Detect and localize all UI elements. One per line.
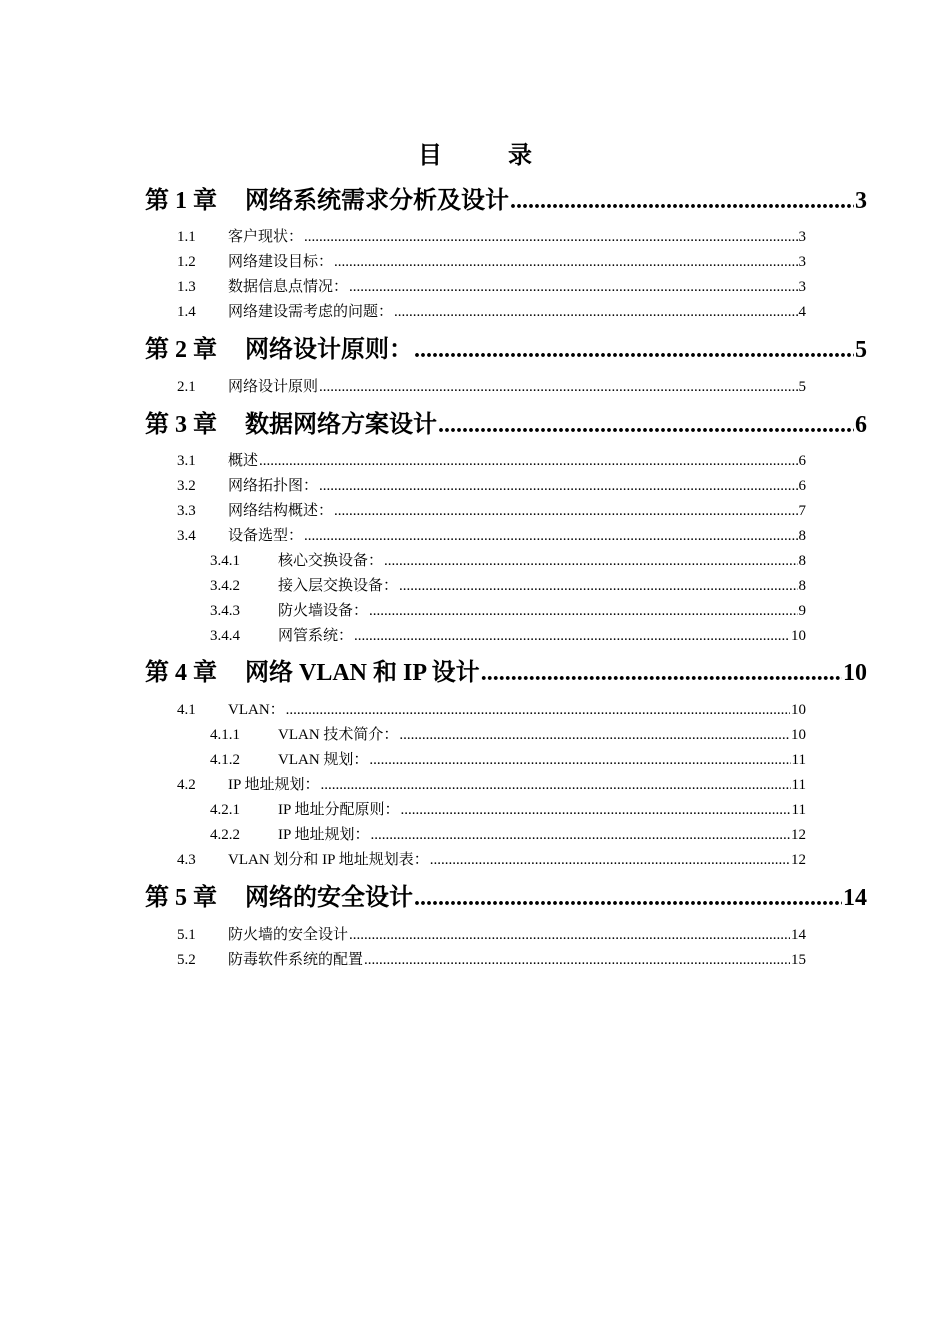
toc-entry-number: 4.2 <box>177 777 196 793</box>
toc-entry-title: 网络建设目标： <box>228 254 334 270</box>
toc-leader-dots <box>259 451 797 471</box>
toc-entry-number: 1.2 <box>177 254 196 270</box>
toc-leader-dots <box>369 601 797 621</box>
toc-entry[interactable] <box>210 626 806 646</box>
toc-entry-number: 3.2 <box>177 478 196 494</box>
toc-leader-dots <box>414 335 854 365</box>
toc-entry[interactable] <box>145 335 867 365</box>
toc-entry-page: 11 <box>791 802 806 818</box>
toc-entry-number: 5.1 <box>177 927 196 943</box>
toc-entry-page: 3 <box>855 188 867 214</box>
toc-entry-page: 3 <box>798 254 806 270</box>
toc-leader-dots <box>349 277 797 297</box>
toc-entry-page: 5 <box>855 337 867 363</box>
toc-leader-dots <box>401 800 791 820</box>
toc-entry[interactable] <box>145 410 867 440</box>
toc-entry[interactable] <box>210 825 806 845</box>
toc-leader-dots <box>349 925 790 945</box>
toc-leader-dots <box>394 302 797 322</box>
toc-entry-page: 12 <box>791 852 806 868</box>
toc-entry[interactable] <box>177 775 806 795</box>
toc-title: 目 录 <box>418 143 562 169</box>
toc-entry-number: 3.4.1 <box>210 553 240 569</box>
toc-entry[interactable] <box>145 186 867 216</box>
toc-leader-dots <box>334 501 797 521</box>
toc-entry-number: 3.4.2 <box>210 578 240 594</box>
toc-entry-page: 11 <box>791 752 806 768</box>
toc-leader-dots <box>319 377 797 397</box>
toc-entry-page: 8 <box>798 578 806 594</box>
toc-entry-number: 4.1 <box>177 702 196 718</box>
toc-entry-title: IP 地址分配原则： <box>278 802 400 818</box>
toc-entry[interactable] <box>177 377 806 397</box>
toc-leader-dots <box>304 526 797 546</box>
toc-entry-title: 网络的安全设计 <box>245 885 413 911</box>
toc-entry[interactable] <box>177 700 806 720</box>
toc-entry-number: 4.2.1 <box>210 802 240 818</box>
toc-entry-number: 3.3 <box>177 503 196 519</box>
toc-entry-page: 10 <box>791 628 806 644</box>
toc-entry-title: 数据网络方案设计 <box>245 412 437 438</box>
toc-entry-number: 第 4 章 <box>145 660 217 686</box>
toc-leader-dots <box>286 700 790 720</box>
toc-entry[interactable] <box>177 277 806 297</box>
toc-entry[interactable] <box>177 501 806 521</box>
toc-entry-page: 7 <box>798 503 806 519</box>
toc-entry[interactable] <box>177 950 806 970</box>
toc-entry-page: 6 <box>855 412 867 438</box>
toc-leader-dots <box>304 227 797 247</box>
toc-entry[interactable] <box>177 526 806 546</box>
toc-entry[interactable] <box>210 750 806 770</box>
toc-entry-page: 8 <box>798 528 806 544</box>
toc-entry[interactable] <box>177 252 806 272</box>
toc-entry-page: 10 <box>843 660 867 686</box>
toc-entry-title: 设备选型： <box>228 528 304 544</box>
toc-entry-number: 3.1 <box>177 453 196 469</box>
toc-entry-title: 网络 VLAN 和 IP 设计 <box>245 660 480 686</box>
toc-entry-number: 2.1 <box>177 379 196 395</box>
toc-leader-dots <box>364 950 790 970</box>
toc-entry-number: 3.4.4 <box>210 628 240 644</box>
toc-leader-dots <box>321 775 791 795</box>
toc-leader-dots <box>369 750 790 770</box>
toc-entry-page: 10 <box>791 702 806 718</box>
toc-entry-title: VLAN 技术简介： <box>278 727 399 743</box>
toc-leader-dots <box>481 658 842 688</box>
toc-entry-page: 6 <box>798 478 806 494</box>
toc-leader-dots <box>399 576 797 596</box>
toc-entry-page: 4 <box>798 304 806 320</box>
toc-entry[interactable] <box>210 551 806 571</box>
toc-entry[interactable] <box>145 658 867 688</box>
toc-entry-page: 14 <box>843 885 867 911</box>
toc-entry-title: 核心交换设备： <box>278 553 384 569</box>
toc-entry-number: 第 5 章 <box>145 885 217 911</box>
toc-entry-page: 9 <box>798 603 806 619</box>
toc-entry-number: 4.1.1 <box>210 727 240 743</box>
toc-entry-page: 14 <box>791 927 806 943</box>
toc-entry-title: 网管系统： <box>278 628 354 644</box>
toc-entry[interactable] <box>177 925 806 945</box>
toc-entry-number: 5.2 <box>177 952 196 968</box>
toc-entry-page: 15 <box>791 952 806 968</box>
toc-entry-title: 接入层交换设备： <box>278 578 399 594</box>
toc-entry-page: 12 <box>791 827 806 843</box>
toc-entry-number: 1.1 <box>177 229 196 245</box>
toc-leader-dots <box>399 725 790 745</box>
toc-entry-number: 4.1.2 <box>210 752 240 768</box>
toc-entry[interactable] <box>210 800 806 820</box>
toc-entry-title: 网络拓扑图： <box>228 478 319 494</box>
toc-entry-page: 10 <box>791 727 806 743</box>
toc-entry[interactable] <box>177 451 806 471</box>
toc-entry[interactable] <box>177 227 806 247</box>
toc-entry[interactable] <box>210 725 806 745</box>
toc-entry-page: 6 <box>798 453 806 469</box>
toc-entry-title: 网络系统需求分析及设计 <box>245 188 509 214</box>
toc-entry-page: 3 <box>798 279 806 295</box>
toc-entry[interactable] <box>210 601 806 621</box>
toc-entry[interactable] <box>177 476 806 496</box>
toc-entry-title: 数据信息点情况： <box>228 279 349 295</box>
toc-entry[interactable] <box>210 576 806 596</box>
toc-entry-page: 5 <box>798 379 806 395</box>
toc-entry-title: VLAN 划分和 IP 地址规划表： <box>228 852 429 868</box>
toc-entry-title: 客户现状： <box>228 229 304 245</box>
toc-entry-title: 网络建设需考虑的问题： <box>228 304 394 320</box>
toc-entry-title: 防火墙的安全设计 <box>228 927 349 943</box>
toc-entry-page: 8 <box>798 553 806 569</box>
toc-entry-number: 第 3 章 <box>145 412 217 438</box>
toc-entry-number: 1.4 <box>177 304 196 320</box>
toc-entry-number: 1.3 <box>177 279 196 295</box>
toc-entry-number: 3.4 <box>177 528 196 544</box>
toc-leader-dots <box>510 186 854 216</box>
toc-entry-title: 防毒软件系统的配置 <box>228 952 364 968</box>
toc-entry-page: 11 <box>791 777 806 793</box>
toc-entry-number: 4.2.2 <box>210 827 240 843</box>
toc-entry-title: IP 地址规划： <box>278 827 370 843</box>
toc-entry-number: 3.4.3 <box>210 603 240 619</box>
toc-leader-dots <box>430 850 790 870</box>
toc-leader-dots <box>384 551 797 571</box>
toc-leader-dots <box>319 476 797 496</box>
toc-entry-number: 第 1 章 <box>145 188 217 214</box>
toc-entry-title: 概述 <box>228 453 259 469</box>
toc-entry-title: IP 地址规划： <box>228 777 320 793</box>
toc-entry-number: 4.3 <box>177 852 196 868</box>
toc-entry-title: 防火墙设备： <box>278 603 369 619</box>
toc-entry-title: 网络结构概述： <box>228 503 334 519</box>
toc-entry-number: 第 2 章 <box>145 337 217 363</box>
toc-leader-dots <box>334 252 797 272</box>
toc-leader-dots <box>371 825 790 845</box>
toc-entry-title: 网络设计原则： <box>245 337 413 363</box>
toc-entry[interactable] <box>145 883 867 913</box>
toc-entry-title: VLAN 规划： <box>278 752 369 768</box>
toc-entry-title: 网络设计原则 <box>228 379 319 395</box>
toc-leader-dots <box>438 410 854 440</box>
toc-leader-dots <box>354 626 790 646</box>
toc-entry[interactable] <box>177 850 806 870</box>
toc-entry[interactable] <box>177 302 806 322</box>
toc-entry-page: 3 <box>798 229 806 245</box>
toc-entry-title: VLAN： <box>228 702 285 718</box>
toc-leader-dots <box>414 883 842 913</box>
